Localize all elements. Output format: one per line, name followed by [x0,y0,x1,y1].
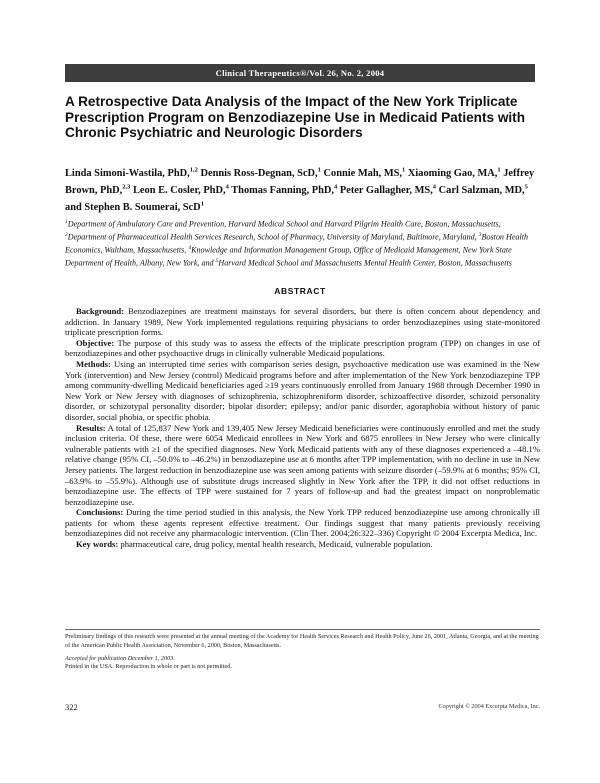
author [65,168,198,179]
abstract-section [65,423,540,508]
author [65,202,204,213]
keywords-label: Key words: [76,539,119,550]
author-name: Xiaoming Gao, MA, [407,168,498,180]
affiliation-text: Department of Pharmaceutical Health Services Research, School of Pharmacy, University of Maryland, Baltimore, Maryland, [67,232,479,242]
abstract-section-label: Conclusions: [76,507,124,518]
author-affiliation-mark: 1 [200,200,204,208]
abstract-section-label: Results: [76,422,106,433]
author-affiliation-mark: 1 [317,167,321,174]
footnote-divider [65,629,540,630]
affiliation-text: Department of Ambulatory Care and Prevention, Harvard Medical School and Harvard Pilgrim Health Care, Boston, Massachusetts, [67,219,501,229]
accepted-date-note: Accepted for publication December 1, 2003. [65,654,175,662]
article-title: A Retrospective Data Analysis of the Impact of the New York Triplicate Prescription Program on Benzodiazepine Use in Medicaid Patients with Chronic Psychiatric and Neurologic Disorders [65,94,526,140]
author-name: Thomas Fanning, PhD, [231,185,335,197]
author-affiliation-mark: 2,3 [122,183,131,191]
abstract-section-text: Using an interrupted time series with comparison series design, psychoactive medication use was examined in the New York (intervention) and New Jersey (control) Medicaid programs before and after implementation of the New York benzodiazepine TPP among community-dwelling Medicaid beneficiaries aged ≥19 years continuously enrolled from January 1988 through December 1990 in New York or New Jersey with diagnoses of schizophrenia, schizophreniform disorder, schizoaffective disorder, schizoid personality disorder, or schizotypal personality disorder; bipolar disorder; epilepsy; and/or panic disorder, agoraphobia without history of panic disorder, social phobia, or specific phobia. [65,358,540,422]
author-affiliation-mark: 1,2 [189,167,198,174]
author [133,185,229,196]
author [324,168,406,179]
author-affiliation-mark: 5 [524,183,528,191]
author-name: and Stephen B. Soumerai, ScD [65,202,201,214]
author [231,185,337,196]
author-affiliation-mark: 4 [432,183,437,191]
affiliation-mark: 4 [188,244,192,251]
affiliation-text: Harvard Medical School and Massachusetts Mental Health Center, Boston, Massachusetts [218,258,512,268]
affiliation-mark: 5 [215,257,219,264]
author-name: Peter Gallagher, MS, [339,185,433,197]
author-affiliation-mark: 1 [402,167,406,174]
journal-header-bar: Clinical Therapeutics®/Vol. 26, No. 2, 2004 [65,64,535,82]
author [200,168,320,179]
author-affiliation-mark: 4 [334,183,338,191]
author-name: Connie Mah, MS, [323,168,403,180]
author-name: Jeffrey Brown, PhD, [65,168,535,197]
abstract-section-text: A total of 125,837 New York and 139,405 New Jersey Medicaid beneficiaries were continuously enrolled and met the study inclusion criteria. Of these, there were 6054 Medicaid enrollees in New York and 6875 enrollees in New Jersey who were clinically vulnerable patients with ≥1 of the specified diagnoses. New York Medicaid patients with any of these diagnoses experienced a –48.1% relative change (95% CI, –50.0% to –46.2%) in benzodiazepine use at 6 months after TPP implementation, with no decline in use in New Jersey patients. The largest reduction in benzodiazepine use was seen among patients with seizure disorder (–59.9% at 6 months; 95% CI, –63.9% to –55.9%). Although use of substitute drugs increased slightly in New York after the TPP, it did not offset reductions in benzodiazepine use. The effects of TPP were sustained for 7 years of follow-up and had the greatest impact on nonproblematic benzodiazepine use. [65,422,540,507]
affiliation-mark: 3 [478,231,482,238]
page-number: 322 [65,702,78,712]
abstract-heading: ABSTRACT [274,286,326,296]
affiliation-mark: 2 [65,231,68,238]
abstract-section-text: The purpose of this study was to assess the effects of the triplicate prescription program (TPP) on changes in use of benzodiazepines and other psychoactive drugs in clinically vulnerable Medicaid populations. [65,337,540,359]
abstract-section [65,359,540,423]
author-list [65,164,545,215]
abstract-section-label: Objective: [76,337,115,348]
affiliation-list [65,217,540,269]
keywords-text: pharmaceutical care, drug policy, mental health research, Medicaid, vulnerable population. [118,539,433,550]
abstract-section-text: Benzodiazepines are treatment mainstays for several disorders, but there is often concern about dependency and addiction. In January 1989, New York implemented regulations requiring physicians to order benzodiazepines using state-monitored triplicate prescription forms. [65,306,540,338]
author [439,185,528,196]
author-name: Linda Simoni-Wastila, PhD, [65,168,190,180]
author-affiliation-mark: 4 [225,183,229,191]
footnotes [65,633,540,676]
author [340,185,436,196]
abstract-section-label: Background: [76,306,125,316]
abstract-sections [65,306,540,539]
abstract-section [65,338,540,359]
abstract-section-text: During the time period studied in this analysis, the New York TPP reduced benzodiazepine use among chronically ill patients for whom these agents represent effective treatment. Our findings suggest that many patients previously receiving benzodiazepines did not receive any pharmacologic intervention. (Clin Ther. 2004;26:322–336) Copyright © 2004 Excerpta Medica, Inc. [65,507,540,539]
presentation-note: Preliminary findings of this research were presented at the annual meeting of the Academy for Health Services Research and Health Policy, June 26, 2001, Atlanta, Georgia, and at the meeting of the American Public Health Association, November 6, 2000, Boston, Massachusetts. [65,633,539,649]
author-affiliation-mark: 1 [497,167,501,174]
copyright-notice: Copyright © 2004 Excerpta Medica, Inc. [438,703,540,710]
author-name: Leon E. Cosler, PhD, [133,185,226,197]
affiliation-text: Knowledge and Information Management Group, Office of Medicaid Management, New York State Department of Health, Albany, New York, and [65,245,512,268]
abstract-body [65,306,540,550]
author [408,168,501,179]
keywords-paragraph [65,539,540,550]
author-name: Dennis Ross-Degnan, ScD, [200,168,318,180]
abstract-section-label: Methods: [76,358,111,369]
affiliation-mark: 1 [65,219,68,225]
abstract-section [65,306,540,338]
print-notice: Printed in the USA. Reproduction in whole or part is not permitted. [65,663,232,671]
author-name: Carl Salzman, MD, [438,185,525,197]
affiliation-text: Boston Health Economics, Waltham, Massachusetts, [65,232,529,255]
abstract-section [65,507,540,539]
